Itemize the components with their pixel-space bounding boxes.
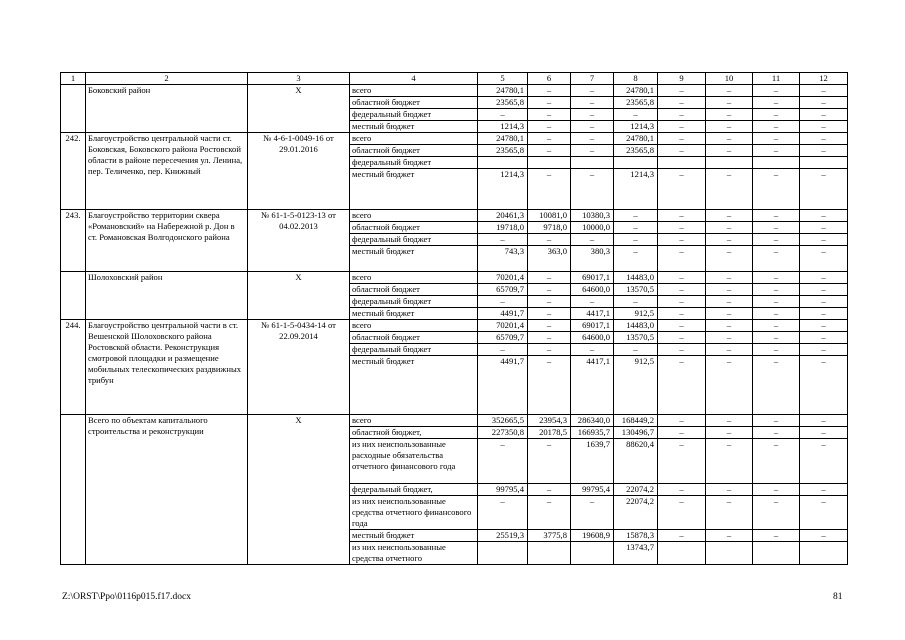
value-cell: – bbox=[800, 308, 848, 320]
value-cell: – bbox=[800, 85, 848, 97]
value-cell: – bbox=[753, 530, 800, 542]
value-cell: – bbox=[658, 234, 706, 246]
funding-source: местный бюджет bbox=[350, 308, 478, 320]
value-cell: 1214,3 bbox=[478, 169, 528, 210]
value-cell: – bbox=[571, 85, 614, 97]
value-cell: – bbox=[614, 296, 658, 308]
value-cell: – bbox=[528, 439, 571, 484]
value-cell: – bbox=[800, 427, 848, 439]
footer-file-path: Z:\ORST\Ppo\0116p015.f17.docx bbox=[62, 592, 191, 602]
value-cell: – bbox=[753, 272, 800, 284]
value-cell: – bbox=[753, 344, 800, 356]
object-name: Благоустройство центральной части ст. Боковская, Боковского района Ростовской области в районе пересечения ул. Ленина, пер. Теличенко, пер. Книжный bbox=[86, 133, 248, 210]
value-cell: 14483,0 bbox=[614, 272, 658, 284]
value-cell: 363,0 bbox=[528, 246, 571, 272]
funding-source: областной бюджет bbox=[350, 332, 478, 344]
value-cell: – bbox=[528, 484, 571, 496]
funding-source: всего bbox=[350, 415, 478, 427]
funding-source: всего bbox=[350, 320, 478, 332]
value-cell: – bbox=[706, 109, 753, 121]
value-cell: – bbox=[706, 246, 753, 272]
value-cell: – bbox=[753, 496, 800, 530]
column-header: 7 bbox=[571, 73, 614, 85]
value-cell: – bbox=[658, 109, 706, 121]
value-cell: – bbox=[571, 133, 614, 145]
value-cell: – bbox=[706, 272, 753, 284]
value-cell: 9718,0 bbox=[528, 222, 571, 234]
value-cell: – bbox=[658, 320, 706, 332]
value-cell: – bbox=[614, 210, 658, 222]
value-cell: – bbox=[478, 296, 528, 308]
value-cell: – bbox=[706, 439, 753, 484]
value-cell: – bbox=[658, 145, 706, 157]
value-cell: 20178,5 bbox=[528, 427, 571, 439]
value-cell: – bbox=[753, 121, 800, 133]
column-header: 12 bbox=[800, 73, 848, 85]
value-cell: – bbox=[528, 308, 571, 320]
row-number: 243. bbox=[61, 210, 86, 272]
column-header: 3 bbox=[248, 73, 350, 85]
value-cell: 4417,1 bbox=[571, 308, 614, 320]
value-cell: 13743,7 bbox=[614, 542, 658, 565]
value-cell: 168449,2 bbox=[614, 415, 658, 427]
value-cell: 22074,2 bbox=[614, 484, 658, 496]
row-number: 242. bbox=[61, 133, 86, 210]
value-cell bbox=[528, 542, 571, 565]
value-cell: – bbox=[706, 496, 753, 530]
funding-source: из них неиспользованные средства отчетного финансового года bbox=[350, 496, 478, 530]
value-cell: – bbox=[528, 344, 571, 356]
value-cell: – bbox=[706, 121, 753, 133]
funding-source: всего bbox=[350, 133, 478, 145]
value-cell: – bbox=[571, 169, 614, 210]
value-cell: 10380,3 bbox=[571, 210, 614, 222]
group-row bbox=[61, 415, 848, 427]
value-cell: – bbox=[528, 284, 571, 296]
value-cell: – bbox=[528, 85, 571, 97]
value-cell bbox=[478, 157, 528, 169]
value-cell: – bbox=[800, 109, 848, 121]
value-cell: – bbox=[528, 133, 571, 145]
value-cell: – bbox=[800, 145, 848, 157]
object-name: Благоустройство территории сквера «Романовский» на Набережной р. Дон в ст. Романовская Волгодонского района bbox=[86, 210, 248, 272]
value-cell: – bbox=[706, 344, 753, 356]
value-cell: 65709,7 bbox=[478, 284, 528, 296]
value-cell: – bbox=[528, 496, 571, 530]
value-cell: 13570,5 bbox=[614, 332, 658, 344]
value-cell: 24780,1 bbox=[614, 85, 658, 97]
value-cell: 23565,8 bbox=[614, 145, 658, 157]
value-cell: 1639,7 bbox=[571, 439, 614, 484]
value-cell: 130496,7 bbox=[614, 427, 658, 439]
value-cell: 24780,1 bbox=[478, 133, 528, 145]
value-cell: – bbox=[614, 222, 658, 234]
value-cell: – bbox=[658, 296, 706, 308]
value-cell: – bbox=[800, 121, 848, 133]
value-cell: 20461,3 bbox=[478, 210, 528, 222]
value-cell: – bbox=[528, 296, 571, 308]
value-cell: – bbox=[753, 415, 800, 427]
value-cell: 23954,3 bbox=[528, 415, 571, 427]
item-row bbox=[61, 133, 848, 145]
row-number: 244. bbox=[61, 320, 86, 415]
value-cell: – bbox=[800, 484, 848, 496]
value-cell: 23565,8 bbox=[478, 97, 528, 109]
object-name: Всего по объектам капитального строительства и реконструкции bbox=[86, 415, 248, 565]
value-cell: 13570,5 bbox=[614, 284, 658, 296]
value-cell: – bbox=[478, 344, 528, 356]
value-cell: – bbox=[800, 234, 848, 246]
value-cell: 22074,2 bbox=[614, 496, 658, 530]
value-cell bbox=[658, 542, 706, 565]
value-cell: – bbox=[706, 97, 753, 109]
column-header: 1 bbox=[61, 73, 86, 85]
value-cell: – bbox=[706, 133, 753, 145]
value-cell: – bbox=[753, 169, 800, 210]
value-cell: – bbox=[571, 496, 614, 530]
value-cell: – bbox=[753, 109, 800, 121]
value-cell: 166935,7 bbox=[571, 427, 614, 439]
value-cell: 64600,0 bbox=[571, 332, 614, 344]
value-cell: – bbox=[800, 169, 848, 210]
value-cell: – bbox=[706, 356, 753, 415]
value-cell: – bbox=[658, 133, 706, 145]
value-cell: 380,3 bbox=[571, 246, 614, 272]
value-cell: – bbox=[528, 234, 571, 246]
value-cell: – bbox=[571, 145, 614, 157]
value-cell bbox=[478, 542, 528, 565]
column-header: 6 bbox=[528, 73, 571, 85]
object-code: X bbox=[248, 415, 350, 565]
value-cell: – bbox=[753, 145, 800, 157]
value-cell: – bbox=[753, 133, 800, 145]
value-cell: – bbox=[528, 169, 571, 210]
value-cell bbox=[753, 542, 800, 565]
value-cell: – bbox=[706, 427, 753, 439]
column-header: 4 bbox=[350, 73, 478, 85]
value-cell: – bbox=[478, 439, 528, 484]
value-cell: – bbox=[528, 121, 571, 133]
value-cell bbox=[658, 157, 706, 169]
value-cell: – bbox=[753, 85, 800, 97]
object-code: № 61-1-5-0123-13 от 04.02.2013 bbox=[248, 210, 350, 272]
value-cell: 64600,0 bbox=[571, 284, 614, 296]
value-cell: 1214,3 bbox=[614, 121, 658, 133]
value-cell: – bbox=[658, 496, 706, 530]
value-cell: 70201,4 bbox=[478, 272, 528, 284]
value-cell: 23565,8 bbox=[614, 97, 658, 109]
value-cell: 99795,4 bbox=[478, 484, 528, 496]
value-cell: – bbox=[753, 484, 800, 496]
value-cell: 912,5 bbox=[614, 356, 658, 415]
value-cell: – bbox=[658, 85, 706, 97]
value-cell: 14483,0 bbox=[614, 320, 658, 332]
group-row bbox=[61, 272, 848, 284]
value-cell: – bbox=[706, 308, 753, 320]
funding-source: из них неиспользованные расходные обязательства отчетного финансового года bbox=[350, 439, 478, 484]
value-cell: – bbox=[706, 415, 753, 427]
value-cell: – bbox=[614, 344, 658, 356]
value-cell: – bbox=[528, 109, 571, 121]
value-cell: – bbox=[571, 109, 614, 121]
value-cell: 10081,0 bbox=[528, 210, 571, 222]
value-cell bbox=[706, 157, 753, 169]
object-code: X bbox=[248, 85, 350, 133]
column-header: 2 bbox=[86, 73, 248, 85]
row-number bbox=[61, 85, 86, 133]
value-cell: – bbox=[800, 210, 848, 222]
value-cell: – bbox=[528, 320, 571, 332]
value-cell: – bbox=[706, 145, 753, 157]
value-cell: – bbox=[478, 234, 528, 246]
funding-source: всего bbox=[350, 210, 478, 222]
value-cell: – bbox=[800, 332, 848, 344]
value-cell: – bbox=[658, 427, 706, 439]
value-cell: – bbox=[658, 121, 706, 133]
value-cell: – bbox=[658, 344, 706, 356]
value-cell: 1214,3 bbox=[614, 169, 658, 210]
column-header: 5 bbox=[478, 73, 528, 85]
column-header: 11 bbox=[753, 73, 800, 85]
value-cell: – bbox=[753, 308, 800, 320]
value-cell bbox=[528, 157, 571, 169]
value-cell: – bbox=[658, 308, 706, 320]
value-cell: – bbox=[658, 97, 706, 109]
value-cell: – bbox=[614, 246, 658, 272]
value-cell: – bbox=[800, 222, 848, 234]
funding-source: областной бюджет bbox=[350, 145, 478, 157]
value-cell: – bbox=[658, 169, 706, 210]
funding-source: местный бюджет bbox=[350, 246, 478, 272]
value-cell: – bbox=[658, 415, 706, 427]
funding-source: федеральный бюджет, bbox=[350, 484, 478, 496]
value-cell bbox=[800, 157, 848, 169]
funding-source: местный бюджет bbox=[350, 121, 478, 133]
value-cell: – bbox=[800, 530, 848, 542]
value-cell: – bbox=[658, 356, 706, 415]
value-cell: 743,3 bbox=[478, 246, 528, 272]
value-cell: 19608,9 bbox=[571, 530, 614, 542]
value-cell: – bbox=[571, 234, 614, 246]
value-cell bbox=[614, 157, 658, 169]
value-cell: – bbox=[478, 109, 528, 121]
value-cell: 286340,0 bbox=[571, 415, 614, 427]
value-cell: – bbox=[614, 109, 658, 121]
value-cell: – bbox=[658, 246, 706, 272]
item-row bbox=[61, 320, 848, 332]
value-cell: 227350,8 bbox=[478, 427, 528, 439]
value-cell: – bbox=[800, 272, 848, 284]
value-cell: – bbox=[658, 222, 706, 234]
value-cell bbox=[571, 157, 614, 169]
funding-source: местный бюджет bbox=[350, 530, 478, 542]
object-name: Шолоховский район bbox=[86, 272, 248, 320]
value-cell: – bbox=[800, 296, 848, 308]
value-cell: – bbox=[753, 332, 800, 344]
funding-source: всего bbox=[350, 272, 478, 284]
funding-source: областной бюджет bbox=[350, 222, 478, 234]
value-cell: – bbox=[528, 145, 571, 157]
value-cell bbox=[706, 542, 753, 565]
funding-source: федеральный бюджет bbox=[350, 157, 478, 169]
value-cell: 4417,1 bbox=[571, 356, 614, 415]
value-cell: – bbox=[706, 530, 753, 542]
value-cell: – bbox=[706, 210, 753, 222]
budget-table-container bbox=[60, 72, 848, 565]
funding-source: областной бюджет, bbox=[350, 427, 478, 439]
value-cell: 65709,7 bbox=[478, 332, 528, 344]
value-cell: – bbox=[706, 484, 753, 496]
value-cell: 24780,1 bbox=[478, 85, 528, 97]
column-header: 8 bbox=[614, 73, 658, 85]
value-cell: – bbox=[706, 222, 753, 234]
value-cell: 352665,5 bbox=[478, 415, 528, 427]
column-header: 9 bbox=[658, 73, 706, 85]
value-cell: 19718,0 bbox=[478, 222, 528, 234]
funding-source: федеральный бюджет bbox=[350, 234, 478, 246]
value-cell: – bbox=[800, 246, 848, 272]
value-cell: – bbox=[753, 222, 800, 234]
funding-source: областной бюджет bbox=[350, 97, 478, 109]
value-cell: – bbox=[571, 344, 614, 356]
value-cell: – bbox=[800, 415, 848, 427]
column-header: 10 bbox=[706, 73, 753, 85]
value-cell: – bbox=[800, 284, 848, 296]
row-number bbox=[61, 415, 86, 565]
value-cell: – bbox=[800, 133, 848, 145]
value-cell: – bbox=[706, 332, 753, 344]
value-cell: 70201,4 bbox=[478, 320, 528, 332]
value-cell: – bbox=[706, 296, 753, 308]
value-cell: – bbox=[658, 284, 706, 296]
object-code: № 4-6-1-0049-16 от 29.01.2016 bbox=[248, 133, 350, 210]
value-cell: – bbox=[800, 344, 848, 356]
value-cell: – bbox=[753, 356, 800, 415]
funding-source: из них неиспользованные средства отчетного bbox=[350, 542, 478, 565]
value-cell: 25519,3 bbox=[478, 530, 528, 542]
funding-source: областной бюджет bbox=[350, 284, 478, 296]
value-cell: – bbox=[706, 284, 753, 296]
value-cell: – bbox=[658, 272, 706, 284]
value-cell: – bbox=[800, 496, 848, 530]
value-cell: – bbox=[658, 332, 706, 344]
value-cell: – bbox=[528, 332, 571, 344]
value-cell: – bbox=[614, 234, 658, 246]
value-cell: – bbox=[658, 439, 706, 484]
footer-page-number: 81 bbox=[833, 592, 843, 602]
row-number bbox=[61, 272, 86, 320]
item-row bbox=[61, 210, 848, 222]
value-cell: – bbox=[706, 85, 753, 97]
value-cell: 10000,0 bbox=[571, 222, 614, 234]
value-cell: – bbox=[753, 234, 800, 246]
value-cell: – bbox=[658, 530, 706, 542]
value-cell: – bbox=[753, 296, 800, 308]
value-cell: 23565,8 bbox=[478, 145, 528, 157]
object-name: Боковский район bbox=[86, 85, 248, 133]
value-cell: – bbox=[706, 320, 753, 332]
value-cell: 69017,1 bbox=[571, 320, 614, 332]
value-cell: 24780,1 bbox=[614, 133, 658, 145]
value-cell: – bbox=[753, 97, 800, 109]
value-cell: – bbox=[706, 234, 753, 246]
object-code: X bbox=[248, 272, 350, 320]
funding-source: местный бюджет bbox=[350, 169, 478, 210]
value-cell: – bbox=[753, 284, 800, 296]
funding-source: местный бюджет bbox=[350, 356, 478, 415]
value-cell: – bbox=[571, 296, 614, 308]
value-cell: – bbox=[528, 272, 571, 284]
value-cell: 69017,1 bbox=[571, 272, 614, 284]
budget-table bbox=[60, 72, 848, 565]
value-cell: – bbox=[571, 97, 614, 109]
column-number-row bbox=[61, 73, 848, 85]
value-cell: – bbox=[571, 121, 614, 133]
value-cell: – bbox=[800, 439, 848, 484]
group-row bbox=[61, 85, 848, 97]
object-name: Благоустройство центральной части в ст. Вешенской Шолоховского района Ростовской области. Реконструкция смотровой площадки и размещение мобильных телескопических раздвижных трибун bbox=[86, 320, 248, 415]
value-cell: 4491,7 bbox=[478, 356, 528, 415]
value-cell: – bbox=[800, 320, 848, 332]
object-code: № 61-1-5-0434-14 от 22.09.2014 bbox=[248, 320, 350, 415]
funding-source: всего bbox=[350, 85, 478, 97]
funding-source: федеральный бюджет bbox=[350, 109, 478, 121]
value-cell: 88620,4 bbox=[614, 439, 658, 484]
value-cell bbox=[571, 542, 614, 565]
value-cell: 99795,4 bbox=[571, 484, 614, 496]
value-cell bbox=[753, 157, 800, 169]
funding-source: федеральный бюджет bbox=[350, 344, 478, 356]
value-cell: 912,5 bbox=[614, 308, 658, 320]
value-cell: – bbox=[753, 320, 800, 332]
value-cell: 4491,7 bbox=[478, 308, 528, 320]
value-cell: – bbox=[753, 246, 800, 272]
value-cell: – bbox=[800, 356, 848, 415]
value-cell: – bbox=[753, 439, 800, 484]
value-cell: – bbox=[753, 210, 800, 222]
value-cell: 3775,8 bbox=[528, 530, 571, 542]
value-cell: 1214,3 bbox=[478, 121, 528, 133]
value-cell: – bbox=[478, 496, 528, 530]
value-cell: – bbox=[658, 210, 706, 222]
value-cell: – bbox=[658, 484, 706, 496]
value-cell: – bbox=[706, 169, 753, 210]
table-body bbox=[61, 73, 848, 565]
value-cell: 15878,3 bbox=[614, 530, 658, 542]
value-cell: – bbox=[528, 356, 571, 415]
value-cell: – bbox=[800, 97, 848, 109]
value-cell: – bbox=[528, 97, 571, 109]
funding-source: федеральный бюджет bbox=[350, 296, 478, 308]
value-cell bbox=[800, 542, 848, 565]
value-cell: – bbox=[753, 427, 800, 439]
